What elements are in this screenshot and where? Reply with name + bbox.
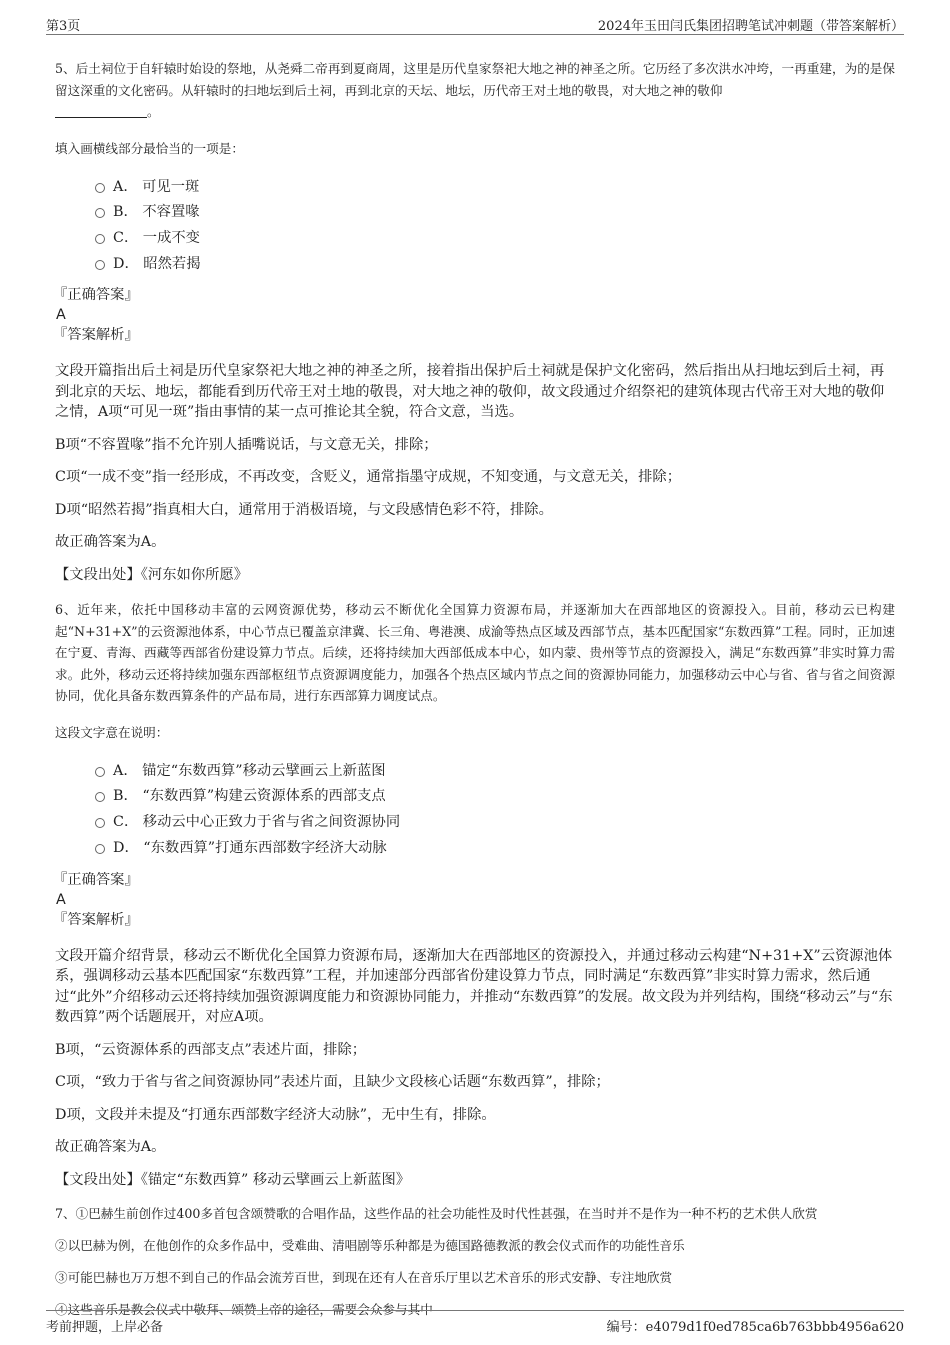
analysis-paragraph: D项，文段并未提及“打通东西部数字经济大动脉”，无中生有，排除。 — [55, 1106, 496, 1123]
option-d[interactable]: D． “东数西算”打通东西部数字经济大动脉 — [95, 836, 895, 862]
answer-value: A — [56, 891, 66, 908]
source-citation: 【文段出处】《锚定“东数西算” 移动云擘画云上新蓝图》 — [55, 1171, 411, 1188]
analysis-paragraph: B项，“云资源体系的西部支点”表述片面，排除； — [55, 1041, 367, 1058]
radio-icon[interactable] — [95, 260, 105, 270]
radio-icon[interactable] — [95, 234, 105, 244]
question-prompt: 这段文字意在说明： — [55, 724, 169, 740]
page-header — [46, 14, 904, 35]
radio-icon[interactable] — [95, 844, 105, 854]
question-prompt: 填入画横线部分最恰当的一项是： — [55, 140, 244, 156]
statement: ③可能巴赫也万万想不到自己的作品会流芳百世，到现在还有人在音乐厅里以艺术音乐的形式安静、专注地欣赏 — [55, 1270, 673, 1285]
answer-blank — [55, 103, 147, 118]
option-b[interactable]: B． “东数西算”构建云资源体系的西部支点 — [95, 784, 895, 810]
option-list — [95, 759, 895, 862]
analysis-paragraph: 文段开篇介绍背景，移动云不断优化全国算力资源布局，逐渐加大在西部地区的资源投入，并通过移动云构建“N+31+X”云资源池体系，强调移动云基本匹配国家“东数西算”工程，并加速部分西部省份建设算力节点，同时满足“东数西算”非实时算力需求，然后通过“此外”介绍移动云还将持续加强资源调度能力和资源协同能力，并推动“东数西算”的发展。故文段为并列结构，围绕“移动云”与“东数西算”两个话题展开，对应A项。 — [55, 947, 893, 1025]
option-c[interactable]: C． 移动云中心正致力于省与省之间资源协同 — [95, 810, 895, 836]
option-c[interactable]: C． 一成不变 — [95, 226, 895, 252]
answer-value: A — [56, 307, 66, 324]
option-list — [95, 175, 895, 278]
page-number: 第3页 — [46, 19, 81, 34]
footer-slogan: 考前押题，上岸必备 — [46, 1320, 164, 1335]
analysis-paragraph: C项，“致力于省与省之间资源协同”表述片面，且缺少文段核心话题“东数西算”，排除； — [55, 1074, 610, 1090]
radio-icon[interactable] — [95, 818, 105, 828]
analysis-conclusion: 故正确答案为A。 — [55, 534, 166, 551]
option-b[interactable]: B． 不容置喙 — [95, 200, 895, 226]
analysis-paragraph: B项“不容置喙”指不允许别人插嘴说话，与文意无关，排除； — [55, 436, 438, 453]
radio-icon[interactable] — [95, 183, 105, 193]
analysis-paragraph: 文段开篇指出后土祠是历代皇家祭祀大地之神的神圣之所，接着指出保护后土祠就是保护文化密码，然后指出从扫地坛到后土祠，再到北京的天坛、地坛，都能看到历代帝王对土地的敬畏，对大地之神的敬仰，故文段通过介绍祭祀的建筑体现古代帝王对大地的敬仰之情，A项“可见一斑”指由事情的某一点可推论其全貌，符合文意，当选。 — [55, 363, 885, 421]
question-6 — [55, 599, 895, 1190]
answer-label: 『正确答案』 — [53, 287, 139, 304]
radio-icon[interactable] — [95, 767, 105, 777]
analysis-label: 『答案解析』 — [53, 911, 139, 928]
question-5 — [55, 58, 895, 585]
statement: 7、①巴赫生前创作过400多首包含颂赞歌的合唱作品，这些作品的社会功能性及时代性甚强，在当时并不是作为一种不朽的艺术供人欣赏 — [55, 1206, 818, 1221]
analysis-paragraph: C项“一成不变”指一经形成，不再改变，含贬义，通常指墨守成规，不知变通，与文意无关，排除； — [55, 469, 682, 486]
document-title: 2024年玉田闫氏集团招聘笔试冲刺题（带答案解析） — [597, 19, 904, 34]
option-a[interactable]: A． 可见一斑 — [95, 175, 895, 201]
radio-icon[interactable] — [95, 792, 105, 802]
analysis-conclusion: 故正确答案为A。 — [55, 1139, 166, 1155]
document-id: 编号：e4079d1f0ed785ca6b763bbb4956a620 — [606, 1320, 904, 1335]
analysis-label: 『答案解析』 — [53, 327, 139, 344]
question-7 — [55, 1204, 895, 1320]
statement: ②以巴赫为例，在他创作的众多作品中，受难曲、清唱剧等乐种都是为德国路德教派的教会仪式而作的功能性音乐 — [55, 1238, 685, 1253]
page-footer — [46, 1310, 904, 1337]
question-stem: 5、后土祠位于自轩辕时始设的祭地，从尧舜二帝再到夏商周，这里是历代皇家祭祀大地之神的神圣之所。它历经了多次洪水冲垮，一再重建，为的是保留这深重的文化密码。从轩辕时的扫地坛到后土祠，再到北京的天坛、地坛，历代帝王对土地的敬畏，对大地之神的敬仰 。 — [55, 61, 895, 119]
statement: ④这些音乐是教会仪式中敬拜、颂赞上帝的途径，需要会众参与其中 — [55, 1302, 433, 1317]
question-stem: 6、近年来，依托中国移动丰富的云网资源优势，移动云不断优化全国算力资源布局，并逐渐加大在西部地区的资源投入。目前，移动云已构建起“N+31+X”的云资源池体系，中心节点已覆盖京津冀、长三角、粤港澳、成渝等热点区域及西部节点，基本匹配国家“东数西算”工程。同时，正加速在宁夏、青海、西藏等西部省份建设算力节点。后续，还将持续加大西部低成本中心，如内蒙、贵州等节点的资源投入，满足“东数西算”非实时算力需求。此外，移动云还将持续加强东西部枢纽节点资源调度能力，加强各个热点区域内节点之间的资源协同能力，加强移动云中心与省、省与省之间资源协同，优化具备东数西算条件的产品布局，进行东西部算力调度试点。 — [55, 602, 895, 704]
option-a[interactable]: A． 锚定“东数西算”移动云擘画云上新蓝图 — [95, 759, 895, 785]
page-content — [55, 58, 895, 1320]
radio-icon[interactable] — [95, 208, 105, 218]
answer-label: 『正确答案』 — [53, 871, 139, 888]
option-d[interactable]: D． 昭然若揭 — [95, 252, 895, 278]
analysis-paragraph: D项“昭然若揭”指真相大白，通常用于消极语境，与文段感情色彩不符，排除。 — [55, 501, 553, 518]
source-citation: 【文段出处】《河东如你所愿》 — [55, 566, 249, 583]
